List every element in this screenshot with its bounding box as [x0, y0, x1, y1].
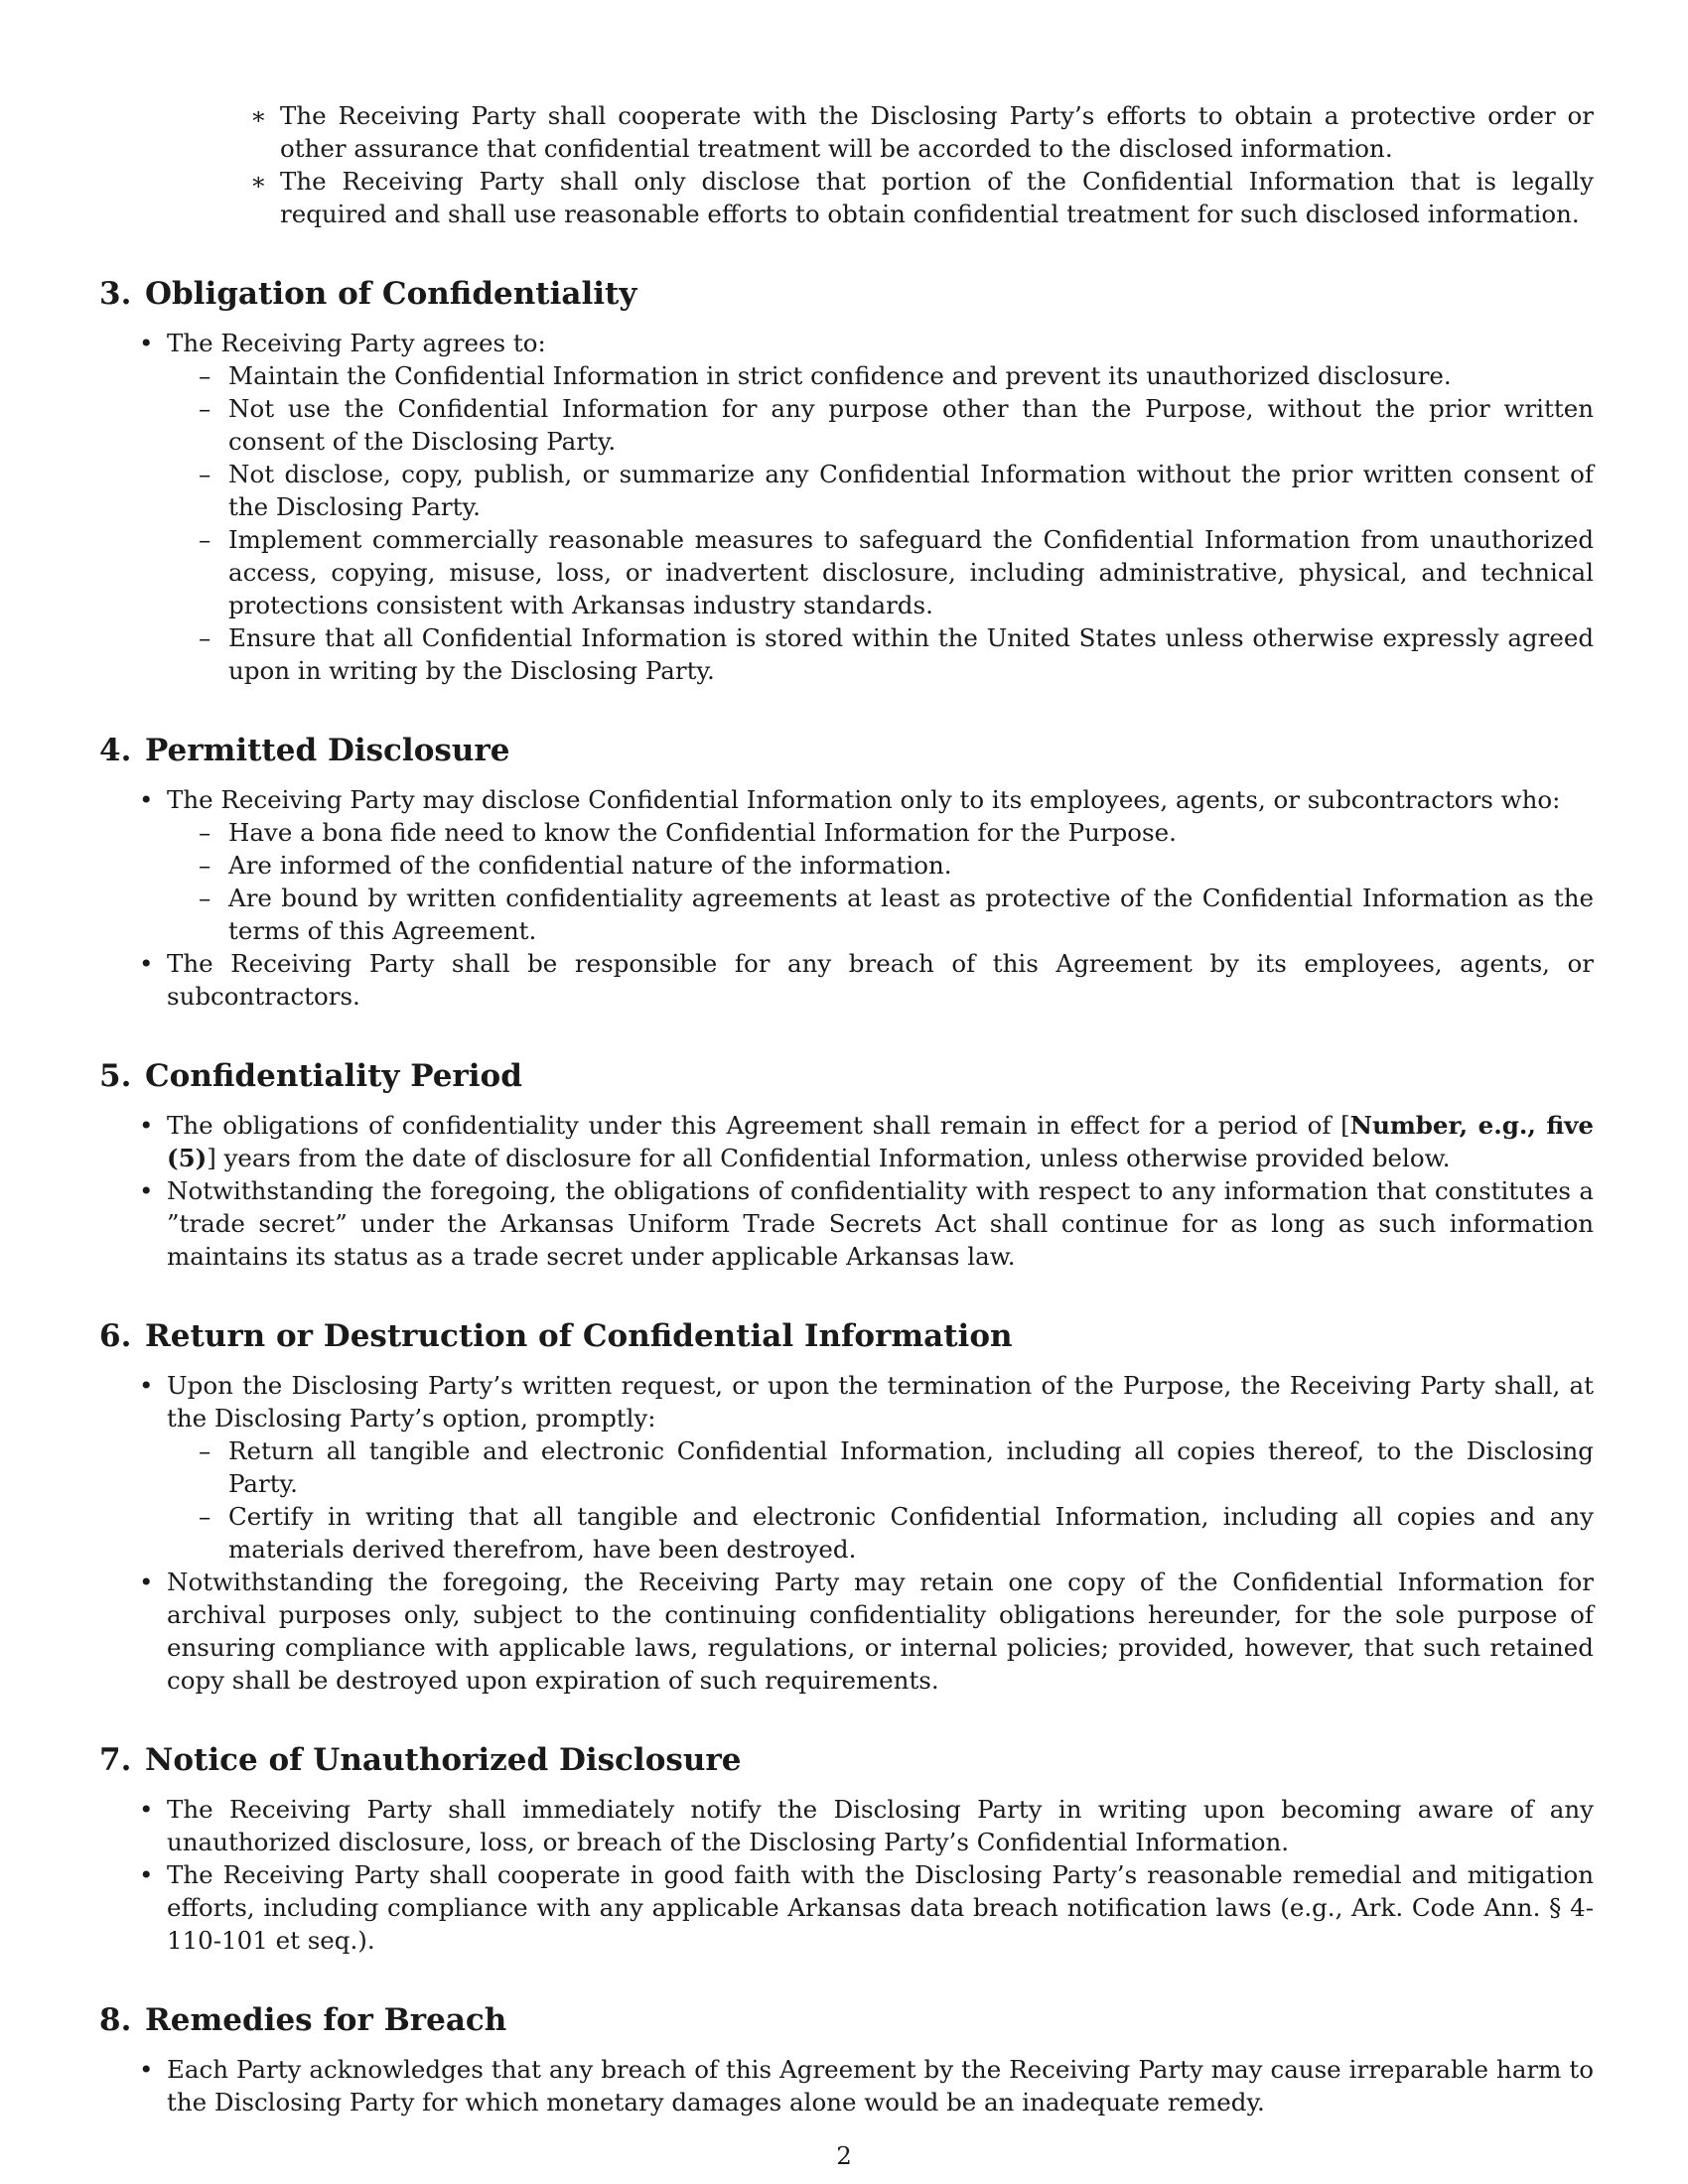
bullet-text: Upon the Disclosing Party’s written request, or upon the termination of the Purpose, the Receiving Party shall, at the Disclosing Party’s option, promptly:	[167, 1371, 1594, 1433]
section-5-list	[137, 1109, 1594, 1273]
section-heading-6	[99, 1316, 1594, 1356]
list-item: ∗ The Receiving Party shall only disclose that portion of the Confidential Information that is legally required and shall use reasonable efforts to obtain confidential treatment for such disclosed information.	[250, 165, 1594, 230]
section-heading-4	[99, 731, 1594, 770]
list-item: • The Receiving Party shall immediately notify the Disclosing Party in writing upon becoming aware of any unauthorized disclosure, loss, or breach of the Disclosing Party’s Confidential Information.	[137, 1793, 1594, 1858]
section-number: 8.	[99, 2002, 132, 2038]
bullet-text: The Receiving Party agrees to:	[167, 329, 546, 357]
list-item: – Not disclose, copy, publish, or summarize any Confidential Information without the prior written consent of the Disclosing Party.	[199, 458, 1594, 523]
list-item	[137, 783, 1594, 947]
section-title: Confidentiality Period	[145, 1058, 522, 1094]
section-title: Permitted Disclosure	[145, 733, 510, 768]
section-heading-8	[99, 2000, 1594, 2040]
list-item: ∗ The Receiving Party shall cooperate with the Disclosing Party’s efforts to obtain a protective order or other assurance that confidential treatment will be accorded to the disclosed information.	[250, 99, 1594, 165]
section-title: Notice of Unauthorized Disclosure	[145, 1742, 742, 1778]
continued-subitem-list	[250, 99, 1594, 230]
section-title: Return or Destruction of Confidential Information	[145, 1318, 1013, 1354]
list-item: – Maintain the Confidential Information in strict confidence and prevent its unauthorized disclosure.	[199, 359, 1594, 392]
list-item	[137, 1369, 1594, 1566]
section-heading-7	[99, 1740, 1594, 1780]
sub-list	[199, 1434, 1594, 1566]
section-8-list	[137, 2053, 1594, 2118]
section-number: 7.	[99, 1742, 132, 1778]
section-number: 3.	[99, 276, 132, 312]
list-item: • Notwithstanding the foregoing, the Receiving Party may retain one copy of the Confidential Information for archival purposes only, subject to the continuing confidentiality obligations hereunder, for the sole purpose of ensuring compliance with applicable laws, regulations, or internal policies; provided, however, that such retained copy shall be destroyed upon expiration of such requirements.	[137, 1566, 1594, 1697]
list-item: • The Receiving Party shall cooperate in good faith with the Disclosing Party’s reasonable remedial and mitigation efforts, including compliance with any applicable Arkansas data breach notification laws (e.g., Ark. Code Ann. § 4-110-101 et seq.).	[137, 1858, 1594, 1957]
section-number: 6.	[99, 1318, 132, 1354]
sub-list	[199, 359, 1594, 687]
bullet-text: The Receiving Party may disclose Confidential Information only to its employees, agents, or subcontractors who:	[167, 785, 1561, 814]
section-6-list	[137, 1369, 1594, 1697]
page-number: 2	[836, 2141, 852, 2170]
section-3-list	[137, 327, 1594, 687]
section-number: 5.	[99, 1058, 132, 1094]
bullet-text-part: The obligations of confidentiality under this Agreement shall remain in effect for a period of [	[167, 1111, 1350, 1140]
section-heading-5	[99, 1056, 1594, 1096]
list-item: – Have a bona fide need to know the Confidential Information for the Purpose.	[199, 816, 1594, 849]
list-item	[137, 1109, 1594, 1174]
section-heading-3	[99, 274, 1594, 314]
list-item: • Notwithstanding the foregoing, the obligations of confidentiality with respect to any information that constitutes a ”trade secret” under the Arkansas Uniform Trade Secrets Act shall continue for as long as such information maintains its status as a trade secret under applicable Arkansas law.	[137, 1174, 1594, 1273]
list-item	[137, 327, 1594, 687]
list-item: • The Receiving Party shall be responsible for any breach of this Agreement by its employees, agents, or subcontractors.	[137, 947, 1594, 1013]
sub-list	[199, 816, 1594, 947]
list-item: • Each Party acknowledges that any breach of this Agreement by the Receiving Party may cause irreparable harm to the Disclosing Party for which monetary damages alone would be an inadequate remedy.	[137, 2053, 1594, 2118]
list-item: – Ensure that all Confidential Information is stored within the United States unless otherwise expressly agreed upon in writing by the Disclosing Party.	[199, 621, 1594, 687]
placeholder-number: Number, e.g., five (5)	[167, 1111, 1594, 1172]
list-item: – Implement commercially reasonable measures to safeguard the Confidential Information from unauthorized access, copying, misuse, loss, or inadvertent disclosure, including administrative, physical, and technical protections consistent with Arkansas industry standards.	[199, 523, 1594, 621]
section-number: 4.	[99, 733, 132, 768]
section-4-list	[137, 783, 1594, 1013]
section-title: Remedies for Breach	[145, 2002, 507, 2038]
list-item: – Return all tangible and electronic Confidential Information, including all copies thereof, to the Disclosing Party.	[199, 1434, 1594, 1500]
list-item: – Are bound by written confidentiality agreements at least as protective of the Confidential Information as the terms of this Agreement.	[199, 882, 1594, 947]
section-7-list	[137, 1793, 1594, 1957]
list-item: – Certify in writing that all tangible and electronic Confidential Information, including all copies and any materials derived therefrom, have been destroyed.	[199, 1500, 1594, 1566]
list-item: – Are informed of the confidential nature of the information.	[199, 849, 1594, 882]
bullet-text-part: ] years from the date of disclosure for all Confidential Information, unless otherwise provided below.	[207, 1144, 1451, 1172]
section-title: Obligation of Confidentiality	[145, 276, 637, 312]
page-content	[99, 99, 1594, 2118]
list-item: – Not use the Confidential Information for any purpose other than the Purpose, without the prior written consent of the Disclosing Party.	[199, 392, 1594, 458]
